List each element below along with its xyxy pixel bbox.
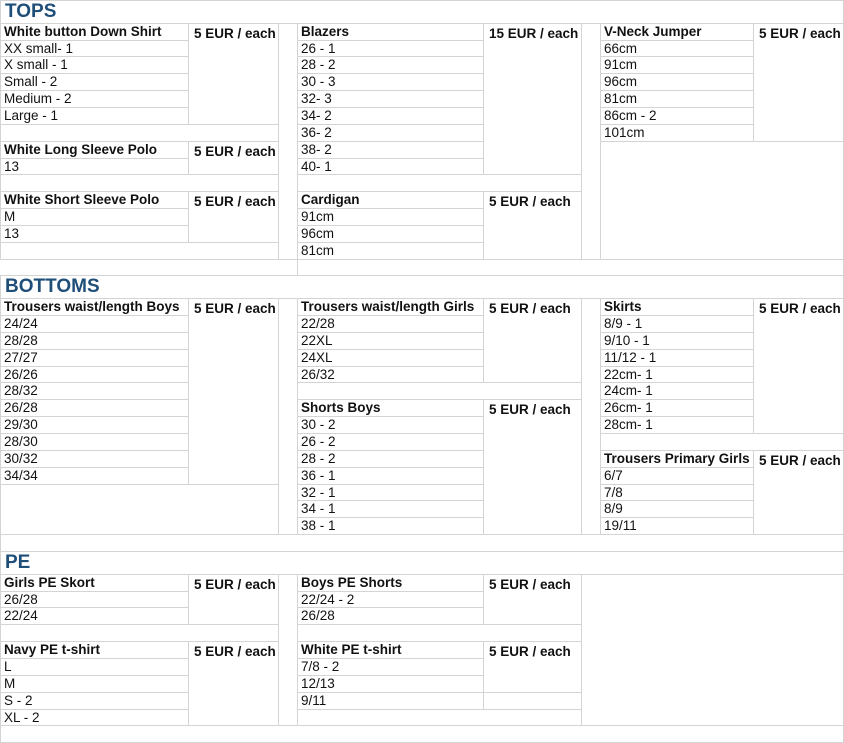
size-row[interactable]: XX small- 1 [0, 40, 189, 57]
size-row[interactable]: 30 - 2 [297, 416, 484, 434]
size-row[interactable]: 22cm- 1 [600, 366, 754, 383]
item-name-skirts[interactable]: Skirts [600, 298, 754, 316]
size-row[interactable]: Large - 1 [0, 107, 189, 125]
spacer-row[interactable] [0, 534, 844, 552]
price-navy-pe-tshirt[interactable]: 5 EUR / each [188, 641, 279, 726]
size-row[interactable]: 22/28 [297, 315, 484, 333]
spacer-row[interactable] [600, 433, 844, 451]
size-row[interactable]: 66cm [600, 40, 754, 57]
item-name-white-button-down-shirt[interactable]: White button Down Shirt [0, 23, 189, 41]
size-row[interactable]: 13 [0, 158, 189, 175]
item-name-blazers[interactable]: Blazers [297, 23, 484, 41]
price-white-long-sleeve-polo[interactable]: 5 EUR / each [188, 141, 279, 175]
size-row[interactable]: 19/11 [600, 517, 754, 535]
size-row[interactable]: S - 2 [0, 692, 189, 710]
size-row[interactable]: 91cm [297, 208, 484, 226]
size-row[interactable]: 30 - 3 [297, 73, 484, 91]
size-row[interactable]: 38 - 1 [297, 517, 484, 535]
size-row[interactable]: 101cm [600, 124, 754, 142]
size-row[interactable]: 22/24 - 2 [297, 591, 484, 608]
spacer-row[interactable] [297, 174, 582, 192]
price-trousers-boys[interactable]: 5 EUR / each [188, 298, 279, 485]
size-row[interactable]: 24XL [297, 349, 484, 367]
item-name-shorts-boys[interactable]: Shorts Boys [297, 399, 484, 417]
empty-area[interactable] [581, 574, 844, 726]
size-row[interactable]: 12/13 [297, 675, 484, 693]
size-row[interactable]: M [0, 208, 189, 226]
size-row[interactable]: 38- 2 [297, 141, 484, 159]
section-title-bottoms[interactable]: BOTTOMS [0, 275, 844, 299]
size-row[interactable]: 24cm- 1 [600, 382, 754, 400]
spacer-row[interactable] [0, 124, 279, 142]
spacer-row[interactable] [297, 382, 582, 400]
size-row[interactable]: 32- 3 [297, 90, 484, 108]
section-title-pe[interactable]: PE [0, 551, 844, 575]
item-name-white-short-sleeve-polo[interactable]: White Short Sleeve Polo [0, 191, 189, 209]
section-title-tops[interactable]: TOPS [0, 0, 844, 24]
size-row[interactable]: 26/26 [0, 366, 189, 383]
price-trousers-girls[interactable]: 5 EUR / each [483, 298, 582, 383]
price-shorts-boys[interactable]: 5 EUR / each [483, 399, 582, 535]
size-row[interactable]: 26cm- 1 [600, 399, 754, 417]
item-name-girls-pe-skort[interactable]: Girls PE Skort [0, 574, 189, 592]
spacer-row[interactable] [0, 624, 279, 642]
size-row[interactable]: L [0, 658, 189, 676]
price-white-pe-tshirt[interactable]: 5 EUR / each [483, 641, 582, 693]
size-row[interactable]: 8/9 - 1 [600, 315, 754, 333]
size-row[interactable]: 34/34 [0, 467, 189, 485]
size-row[interactable]: 28 - 2 [297, 450, 484, 468]
price-trousers-primary-girls[interactable]: 5 EUR / each [753, 450, 844, 535]
size-row[interactable]: 81cm [600, 90, 754, 108]
size-row[interactable]: 26/28 [0, 399, 189, 417]
item-name-v-neck-jumper[interactable]: V-Neck Jumper [600, 23, 754, 41]
size-row[interactable]: 29/30 [0, 416, 189, 434]
size-row[interactable]: 34- 2 [297, 107, 484, 125]
size-row[interactable]: 26/28 [297, 607, 484, 625]
size-row[interactable]: 9/10 - 1 [600, 332, 754, 350]
empty-area[interactable] [600, 141, 844, 260]
item-name-cardigan[interactable]: Cardigan [297, 191, 484, 209]
size-row[interactable]: 26 - 1 [297, 40, 484, 57]
spacer-row[interactable] [297, 624, 582, 642]
spacer-row[interactable] [0, 174, 279, 192]
size-row[interactable]: 34 - 1 [297, 500, 484, 518]
price-white-button-down-shirt[interactable]: 5 EUR / each [188, 23, 279, 125]
size-row[interactable]: 28/32 [0, 382, 189, 400]
size-row[interactable]: 30/32 [0, 450, 189, 468]
size-row[interactable]: 28 - 2 [297, 56, 484, 74]
size-row[interactable]: 36- 2 [297, 124, 484, 142]
size-row[interactable]: 8/9 [600, 500, 754, 518]
size-row[interactable]: 13 [0, 225, 189, 243]
spacer-row[interactable] [297, 709, 582, 726]
size-row[interactable]: 24/24 [0, 315, 189, 333]
empty-area[interactable] [0, 484, 279, 535]
price-v-neck-jumper[interactable]: 5 EUR / each [753, 23, 844, 142]
size-row[interactable]: 91cm [600, 56, 754, 74]
spacer-row[interactable] [297, 259, 844, 276]
gap-column[interactable] [278, 298, 298, 535]
size-row[interactable]: X small - 1 [0, 56, 189, 74]
size-row[interactable]: 96cm [297, 225, 484, 243]
price-boys-pe-shorts[interactable]: 5 EUR / each [483, 574, 582, 625]
size-row[interactable]: 96cm [600, 73, 754, 91]
price-skirts[interactable]: 5 EUR / each [753, 298, 844, 434]
price-cardigan[interactable]: 5 EUR / each [483, 191, 582, 260]
gap-column[interactable] [581, 298, 601, 535]
spacer-row[interactable] [0, 725, 844, 743]
size-row[interactable]: 81cm [297, 242, 484, 260]
size-row[interactable]: 27/27 [0, 349, 189, 367]
gap-column[interactable] [278, 574, 298, 726]
item-name-boys-pe-shorts[interactable]: Boys PE Shorts [297, 574, 484, 592]
item-name-white-long-sleeve-polo[interactable]: White Long Sleeve Polo [0, 141, 189, 159]
size-row[interactable]: 26/28 [0, 591, 189, 608]
price-white-short-sleeve-polo[interactable]: 5 EUR / each [188, 191, 279, 243]
size-row[interactable]: 22XL [297, 332, 484, 350]
size-row[interactable]: 22/24 [0, 607, 189, 625]
spacer-row[interactable] [0, 242, 279, 260]
size-row[interactable]: 26 - 2 [297, 433, 484, 451]
gap-column[interactable] [278, 23, 298, 260]
size-row[interactable]: 32 - 1 [297, 484, 484, 501]
item-name-trousers-girls[interactable]: Trousers waist/length Girls [297, 298, 484, 316]
size-row[interactable]: 28/30 [0, 433, 189, 451]
size-row[interactable]: 40- 1 [297, 158, 484, 175]
size-row[interactable]: 11/12 - 1 [600, 349, 754, 367]
item-name-white-pe-tshirt[interactable]: White PE t-shirt [297, 641, 484, 659]
size-row[interactable]: 9/11 [297, 692, 484, 710]
size-row[interactable]: Medium - 2 [0, 90, 189, 108]
size-row[interactable]: M [0, 675, 189, 693]
size-row[interactable]: XL - 2 [0, 709, 189, 726]
size-row[interactable]: 26/32 [297, 366, 484, 383]
size-row[interactable]: 28/28 [0, 332, 189, 350]
size-row[interactable]: 7/8 [600, 484, 754, 501]
item-name-navy-pe-tshirt[interactable]: Navy PE t-shirt [0, 641, 189, 659]
empty-cell[interactable] [483, 692, 582, 710]
size-row[interactable]: Small - 2 [0, 73, 189, 91]
price-blazers[interactable]: 15 EUR / each [483, 23, 582, 175]
item-name-trousers-boys[interactable]: Trousers waist/length Boys [0, 298, 189, 316]
gap-column[interactable] [581, 23, 601, 260]
size-row[interactable]: 86cm - 2 [600, 107, 754, 125]
size-row[interactable]: 6/7 [600, 467, 754, 485]
price-girls-pe-skort[interactable]: 5 EUR / each [188, 574, 279, 625]
size-row[interactable]: 28cm- 1 [600, 416, 754, 434]
item-name-trousers-primary-girls[interactable]: Trousers Primary Girls [600, 450, 754, 468]
size-row[interactable]: 36 - 1 [297, 467, 484, 485]
size-row[interactable]: 7/8 - 2 [297, 658, 484, 676]
